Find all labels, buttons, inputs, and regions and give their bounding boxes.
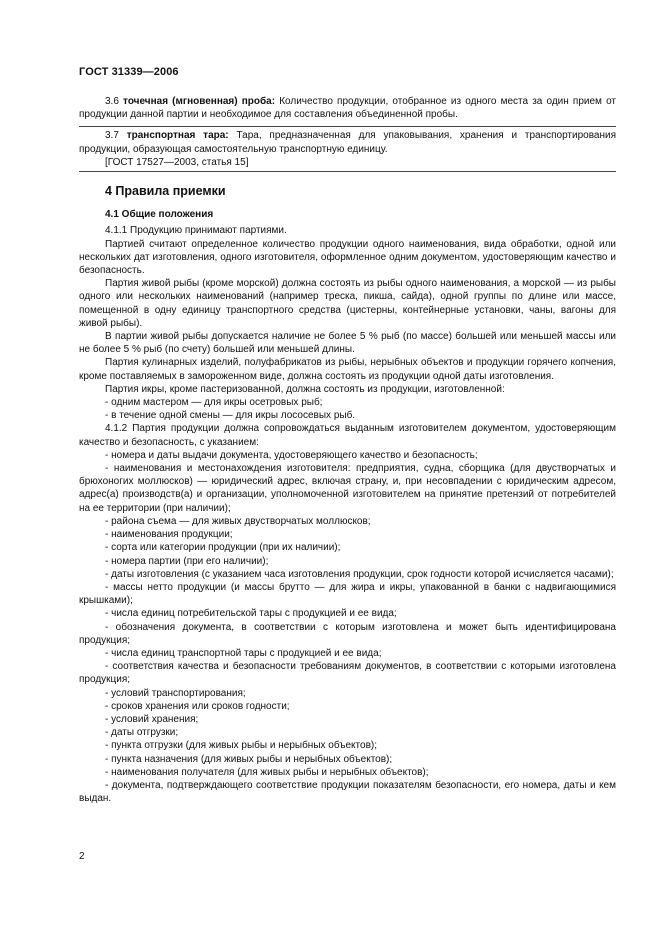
paragraph: - числа единиц потребительской тары с продукцией и ее вида; — [105, 608, 397, 620]
paragraph: Партия кулинарных изделий, полуфабрикатов из рыбы, нерыбных объектов и продукции горячего копчения, кроме поставляемых в замороженном виде, должна состоять из продукции одной даты изготовления. — [79, 357, 616, 382]
paragraph: - наименования и местонахождения изготовителя: предприятия, судна, сборщика (для двустворчатых и брюхоногих моллюсков) — юридический адрес, включая страну, и, при несовпадении с юридическим адресом, адрес(а) производств(а) и организации, уполномоченной изготовителем на принятие претензий от потребителей на ее территории (при наличии); — [79, 463, 616, 514]
paragraph: - номера и даты выдачи документа, удостоверяющего качество и безопасность; — [105, 449, 478, 461]
paragraph: - документа, подтверждающего соответствие продукции показателям безопасности, его номера, даты и кем выдан. — [79, 779, 616, 805]
paragraph: - номера партии (при его наличии); — [105, 555, 269, 567]
subsection-title: 4.1 Общие положения — [105, 209, 214, 221]
paragraph: - обозначения документа, в соответствии с которым изготовлена и может быть идентифицирована продукция; — [79, 621, 616, 646]
paragraph: Партия живой рыбы (кроме морской) должна состоять из рыбы одного наименования, а морской — из рыбы одного или нескольких наименований (например треска, пикша, сайда), одной группы по длине или массе, помещенной в одну единицу транспортного средства (цистерны, контейнерные установки, чаны, вагоны для живой рыбы). — [79, 278, 616, 329]
definition: Количество продукции, отобранное из одного места за один прием от продукции данной партии и необходимое для составления объединенной пробы. — [79, 96, 616, 121]
paragraph: - даты отгрузки; — [105, 727, 179, 739]
paragraph: - наименования получателя (для живых рыбы и нерыбных объектов); — [105, 766, 429, 778]
term: транспортная тара: — [126, 130, 229, 142]
section-title: 4 Правила приемки — [105, 184, 226, 199]
paragraph: В партии живой рыбы допускается наличие не более 5 % рыб (по массе) большей или меньшей массы или не более 5 % рыб (по счету) большей или меньшей длины. — [79, 331, 616, 356]
document-body — [79, 95, 616, 805]
reference: [ГОСТ 17527—2003, статья 15] — [105, 156, 249, 168]
clause-number: 3.7 — [105, 130, 119, 142]
paragraph: - числа единиц транспортной тары с продукцией и ее вида; — [105, 647, 382, 659]
definition: Тара, предназначенная для упаковывания, хранения и транспортирования продукции, образующая самостоятельную транспортную единицу. — [79, 130, 617, 155]
paragraph: - пункта отгрузки (для живых рыбы и нерыбных объектов); — [105, 740, 377, 752]
paragraph: - в течение одной смены — для икры лососевых рыб. — [105, 410, 356, 422]
clause-3-6 — [79, 95, 616, 121]
paragraph: - условий транспортирования; — [105, 687, 246, 699]
paragraph: - даты изготовления (с указанием часа изготовления продукции, срок годности которой исчисляется часами); — [105, 568, 614, 580]
paragraph: - условий хранения; — [105, 713, 199, 725]
paragraph: - соответствия качества и безопасности требованиям документов, в соответствии с которыми изготовлена продукция; — [79, 661, 616, 686]
clause-3-7 — [79, 129, 616, 155]
paragraph: Партия икры, кроме пастеризованной, должна состоять из продукции, изготовленной: — [105, 383, 505, 395]
paragraph: - одним мастером — для икры осетровых рыб; — [105, 397, 323, 409]
paragraph-list — [79, 224, 616, 805]
document-header: ГОСТ 31339—2006 — [79, 66, 179, 78]
paragraph: - массы нетто продукции (и массы брутто — для жира и икры, упакованной в банки с надвигающимися крышками); — [79, 581, 616, 607]
paragraph: - пункта назначения (для живых рыбы и нерыбных объектов); — [105, 753, 393, 765]
paragraph: - сроков хранения или сроков годности; — [105, 700, 290, 712]
paragraph: - района съема — для живых двустворчатых моллюсков; — [105, 515, 371, 527]
paragraph: - сорта или категории продукции (при их наличии); — [105, 542, 341, 554]
paragraph: 4.1.2 Партия продукции должна сопровождаться выданным изготовителем документом, удостоверяющим качество и безопасность, с указанием: — [79, 423, 616, 448]
clause-number: 3.6 — [105, 96, 119, 107]
paragraph: 4.1.1 Продукцию принимают партиями. — [105, 225, 287, 237]
paragraph: Партией считают определенное количество продукции одного наименования, вида обработки, одной или нескольких дат изготовления, одного изготовителя, оформленное одним документом, удостоверяющим качество и безопасность. — [79, 238, 616, 277]
term: точечная (мгновенная) проба: — [123, 96, 276, 107]
paragraph: - наименования продукции; — [105, 529, 233, 541]
clause-3-7-box — [79, 126, 616, 172]
page-number: 2 — [79, 851, 85, 862]
